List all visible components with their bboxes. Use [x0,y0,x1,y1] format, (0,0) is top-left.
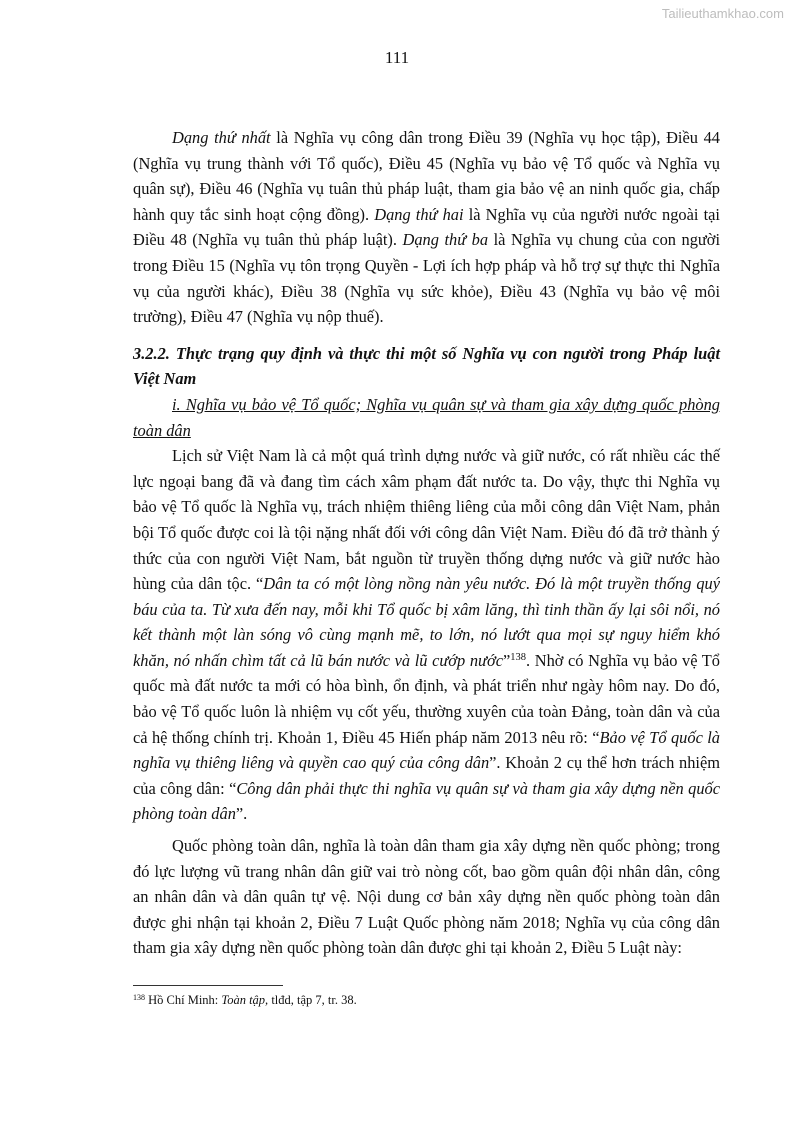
footnote-divider [133,985,283,986]
text-run: là Nghĩa vụ chung của con người trong Điều 15 (Nghĩa vụ tôn trọng Quyền - Lợi ích hợp pháp và hỗ trợ sự thực thi Nghĩa vụ của người khác), Điều 38 (Nghĩa vụ sức khỏe), Điều 43 (Nghĩa vụ bảo vệ môi trường), Điều 47 (Nghĩa vụ nộp thuế). [133,230,720,327]
text-run: tlđd, tập 7, tr. 38. [268,993,357,1007]
italic-term: Dạng thứ hai [374,204,464,224]
document-body [133,125,720,961]
paragraph-obligation-types [133,125,720,330]
watermark: Tailieuthamkhao.com [661,6,784,21]
paragraph-national-defense: Quốc phòng toàn dân, nghĩa là toàn dân tham gia xây dựng nền quốc phòng; trong đó lực lượng vũ trang nhân dân giữ vai trò nòng cốt, bao gồm quân đội nhân dân, công an nhân dân và dân quân tự vệ. Nội dung cơ bản xây dựng nền quốc phòng toàn dân được ghi nhận tại khoản 2, Điều 7 Luật Quốc phòng năm 2018; Nghĩa vụ của công dân tham gia xây dựng nền quốc phòng toàn dân được ghi tại khoản 2, Điều 5 Luật này: [133,836,720,958]
quote: Dân ta có một lòng nồng nàn yêu nước. Đó là một truyền thống quý báu của ta. Từ xưa đến nay, mỗi khi Tổ quốc bị xâm lăng, thì tinh thần ấy lại sôi nổi, nó kết thành một làn sóng vô cùng mạnh mẽ, to lớn, nó lướt qua mọi sự nguy hiểm khó khăn, nó nhấn chìm tất cả lũ bán nước và lũ cướp nước [133,574,721,670]
footnote-number: 138 [133,993,145,1002]
paragraph-defense-obligation [133,443,720,827]
footnote-reference[interactable]: 138 [510,651,527,663]
text-run: ”. Khoản 2 cụ thể hơn trách nhiệm của công dân: “ [133,753,720,798]
italic-term: Dạng thứ ba [402,230,489,250]
italic-term: Dạng thứ nhất [172,128,271,147]
page-number: 111 [384,48,410,67]
text-run: Lịch sử Việt Nam là cả một quá trình dựng nước và giữ nước, có rất nhiều các thế lực ngoại bang đã và đang tìm cách xâm phạm đất nước ta. Do vậy, thực thi Nghĩa vụ bảo vệ Tổ quốc là Nghĩa vụ, trách nhiệm thiêng liêng của mỗi công dân Việt Nam, phản bội Tổ quốc được coi là tội nặng nhất đối với công dân Việt Nam. Điều đó đã trở thành ý thức của con người Việt Nam, bắt nguồn từ truyền thống dựng nước và giữ nước hào hùng của dân tộc. “ [133,446,720,594]
text-run: là Nghĩa vụ công dân trong Điều 39 (Nghĩa vụ học tập), Điều 44 (Nghĩa vụ trung thành với Tổ quốc), Điều 45 (Nghĩa vụ bảo vệ Tổ quốc và Nghĩa vụ quân sự), Điều 46 (Nghĩa vụ tuân thủ pháp luật, tham gia bảo vệ an ninh quốc gia, chấp hành quy tắc sinh hoạt cộng đồng). [133,128,720,224]
section-heading: 3.2.2. Thực trạng quy định và thực thi một số Nghĩa vụ con người trong Pháp luật Việt Nam [133,343,720,389]
text-run: . Nhờ có Nghĩa vụ bảo vệ Tổ quốc mà đất nước ta mới có hòa bình, ổn định, và phát triển như ngày hôm nay. Do đó, bảo vệ Tổ quốc luôn là nhiệm vụ cốt yếu, thường xuyên của toàn Đảng, toàn dân và của cả hệ thống chính trị. Khoản 1, Điều 45 Hiến pháp năm 2013 nêu rõ: “ [133,650,720,747]
text-run: Hồ Chí Minh: [145,993,222,1007]
text-run: là Nghĩa vụ của người nước ngoài tại Điều 48 (Nghĩa vụ tuân thủ pháp luật). [133,204,720,250]
subsection-heading: i. Nghĩa vụ bảo vệ Tổ quốc; Nghĩa vụ quân sự và tham gia xây dựng quốc phòng toàn dân [133,394,720,440]
quote: Công dân phải thực thi nghĩa vụ quân sự và tham gia xây dựng nền quốc phòng toàn dân [133,778,720,824]
text-run: ”. [235,804,248,824]
footnote-title: Toàn tập, [221,993,269,1007]
text-run: ” [503,650,511,670]
footnote [133,992,720,1008]
quote: Bảo vệ Tổ quốc là nghĩa vụ thiêng liêng và quyền cao quý của công dân [133,727,720,773]
